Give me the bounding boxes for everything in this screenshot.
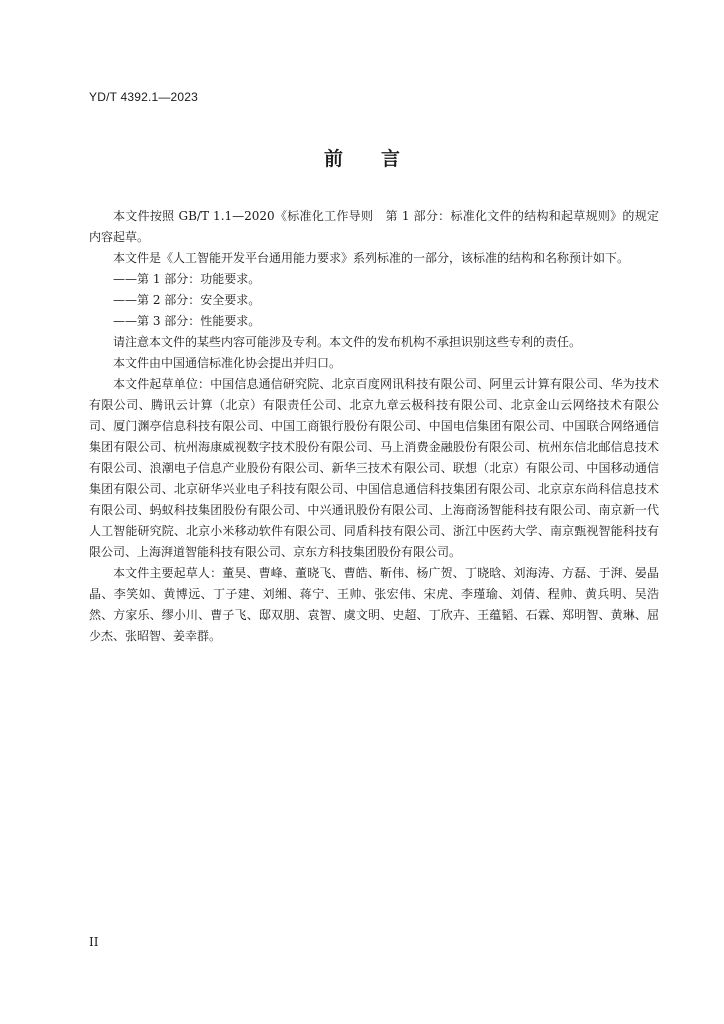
title-char-2: 言 xyxy=(381,148,401,170)
list-item-part-3: ——第 3 部分：性能要求。 xyxy=(113,314,261,328)
paragraph-series-intro: 本文件是《人工智能开发平台通用能力要求》系列标准的一部分，该标准的结构和名称预计如下。 xyxy=(113,251,630,265)
page-title xyxy=(0,144,724,171)
paragraph-drafters: 本文件主要起草人：董昊、曹峰、董晓飞、曹皓、靳伟、杨广贺、丁晓晗、刘海涛、方磊、于湃、晏晶晶、李笑如、黄博远、丁子建、刘缃、蒋宁、王帅、张宏伟、宋虎、李瑾瑜、刘倩、程帅、黄兵明、吴浩然、方家乐、缪小川、曹子飞、邸双朋、袁智、虞文明、史超、丁欣卉、王蕴韬、石霖、郑明智、黄琳、屈少杰、张昭智、姜幸群。 xyxy=(89,566,659,643)
list-item-part-1: ——第 1 部分：功能要求。 xyxy=(113,272,261,286)
paragraph-drafting-basis: 本文件按照 GB/T 1.1—2020《标准化工作导则 第 1 部分：标准化文件的结构和起草规则》的规定内容起草。 xyxy=(89,209,659,244)
foreword-body xyxy=(89,206,659,647)
title-char-1: 前 xyxy=(323,148,343,170)
paragraph-drafting-units: 本文件起草单位：中国信息通信研究院、北京百度网讯科技有限公司、阿里云计算有限公司、华为技术有限公司、腾讯云计算（北京）有限责任公司、北京九章云极科技有限公司、北京金山云网络技术有限公司、厦门渊亭信息科技有限公司、中国工商银行股份有限公司、中国电信集团有限公司、中国联合网络通信集团有限公司、杭州海康威视数字技术股份有限公司、马上消费金融股份有限公司、杭州东信北邮信息技术有限公司、浪潮电子信息产业股份有限公司、新华三技术有限公司、联想（北京）有限公司、中国移动通信集团有限公司、北京研华兴业电子科技有限公司、中国信息通信科技集团有限公司、北京京东尚科信息技术有限公司、蚂蚁科技集团股份有限公司、中兴通讯股份有限公司、上海商汤智能科技有限公司、南京新一代人工智能研究院、北京小米移动软件有限公司、同盾科技有限公司、浙江中医药大学、南京甄视智能科技有限公司、上海湃道智能科技有限公司、京东方科技集团股份有限公司。 xyxy=(89,377,659,559)
list-item-part-2: ——第 2 部分：安全要求。 xyxy=(113,293,261,307)
paragraph-patent-notice: 请注意本文件的某些内容可能涉及专利。本文件的发布机构不承担识别这些专利的责任。 xyxy=(113,335,582,349)
paragraph-proposer: 本文件由中国通信标准化协会提出并归口。 xyxy=(113,356,342,370)
standard-code: YD/T 4392.1—2023 xyxy=(89,90,199,104)
page-number: II xyxy=(89,935,99,949)
